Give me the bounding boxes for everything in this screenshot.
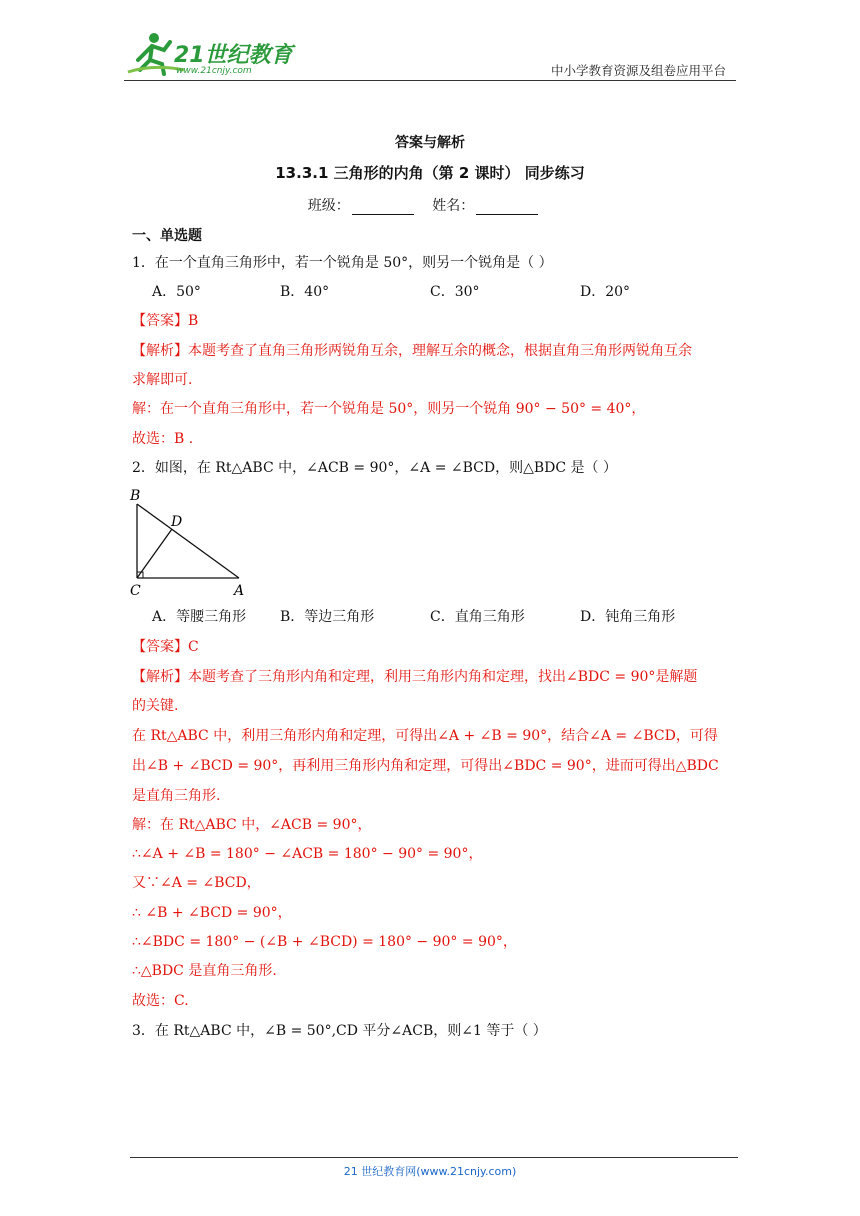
q1-stem: 1．在一个直角三角形中，若一个锐角是 50°，则另一个锐角是（ ） (132, 255, 553, 271)
figure-segment-cd (137, 529, 172, 578)
q2-solution-6: ∴△BDC 是直角三角形. (132, 963, 277, 979)
header-platform-text: 中小学教育资源及组卷应用平台 (550, 63, 726, 78)
logo-text: 21世纪教育 (174, 43, 293, 68)
doc-label: 答案与解析 (395, 135, 465, 151)
q1-solution-2: 故选：B . (132, 431, 194, 447)
q2-analysis-5: 是直角三角形. (132, 788, 221, 804)
footer-text[interactable]: 21 世纪教育网(www.21cnjy.com) (343, 1165, 517, 1178)
q1-solution-1: 解：在一个直角三角形中，若一个锐角是 50°，则另一个锐角 90° − 50° = 40°， (132, 401, 646, 417)
q2-analysis-2: 的关键. (132, 698, 179, 714)
q1-option-d: D．20° (580, 284, 631, 300)
q1-option-b: B．40° (280, 284, 330, 300)
class-label: 班级： (307, 198, 350, 214)
q2-triangle-figure (126, 486, 256, 600)
figure-label-c: C (130, 583, 141, 599)
q2-analysis-3: 在 Rt△ABC 中，利用三角形内角和定理，可得出∠A + ∠B = 90°，结合∠A = ∠BCD，可得 (132, 728, 718, 744)
q2-solution-1: 解：在 Rt△ABC 中，∠ACB = 90°， (132, 817, 372, 833)
figure-side-ab (137, 504, 239, 578)
section-title: 一、单选题 (132, 228, 202, 244)
figure-label-a: A (234, 583, 245, 599)
q2-solution-5: ∴∠BDC = 180° − (∠B + ∠BCD) = 180° − 90° = 90°， (132, 934, 517, 950)
q2-option-a: A．等腰三角形 (152, 609, 247, 625)
q2-option-d: D．钝角三角形 (580, 609, 676, 625)
class-name-line (0, 195, 860, 215)
name-blank (476, 200, 538, 215)
q2-solution-4: ∴ ∠B + ∠BCD = 90°， (132, 905, 292, 921)
site-logo (124, 30, 293, 78)
q2-analysis-4: 出∠B + ∠BCD = 90°，再利用三角形内角和定理，可得出∠BDC = 90°，进而可得出△BDC (132, 758, 719, 774)
figure-label-d: D (171, 514, 183, 530)
doc-title: 13.3.1 三角形的内角（第 2 课时） 同步练习 (275, 164, 585, 182)
logo-url: www.21cnjy.com (176, 66, 252, 76)
figure-label-b: B (130, 488, 141, 504)
footer-divider (130, 1157, 738, 1158)
q1-analysis-2: 求解即可. (132, 372, 193, 388)
q2-solution-2: ∴∠A + ∠B = 180° − ∠ACB = 180° − 90° = 90°， (132, 846, 483, 862)
name-label: 姓名： (432, 198, 475, 214)
q2-answer: 【答案】C (132, 639, 199, 655)
class-blank (352, 200, 414, 215)
q2-solution-7: 故选：C. (132, 993, 189, 1009)
q2-option-c: C．直角三角形 (430, 609, 525, 625)
header-divider (124, 80, 736, 81)
q2-stem: 2．如图，在 Rt△ABC 中，∠ACB = 90°，∠A = ∠BCD，则△BDC 是（ ） (132, 460, 617, 476)
q3-stem: 3．在 Rt△ABC 中，∠B = 50°,CD 平分∠ACB，则∠1 等于（ ） (132, 1023, 547, 1039)
q1-analysis-1: 【解析】本题考查了直角三角形两锐角互余，理解互余的概念，根据直角三角形两锐角互余 (132, 343, 692, 359)
q2-analysis-1: 【解析】本题考查了三角形内角和定理，利用三角形内角和定理，找出∠BDC = 90°是解题 (132, 669, 698, 685)
q2-solution-3: 又∵∠A = ∠BCD， (132, 875, 261, 891)
q1-option-a: A．50° (152, 284, 201, 300)
q2-option-b: B．等边三角形 (280, 609, 375, 625)
q1-answer: 【答案】B (132, 313, 199, 329)
q1-option-c: C．30° (430, 284, 480, 300)
